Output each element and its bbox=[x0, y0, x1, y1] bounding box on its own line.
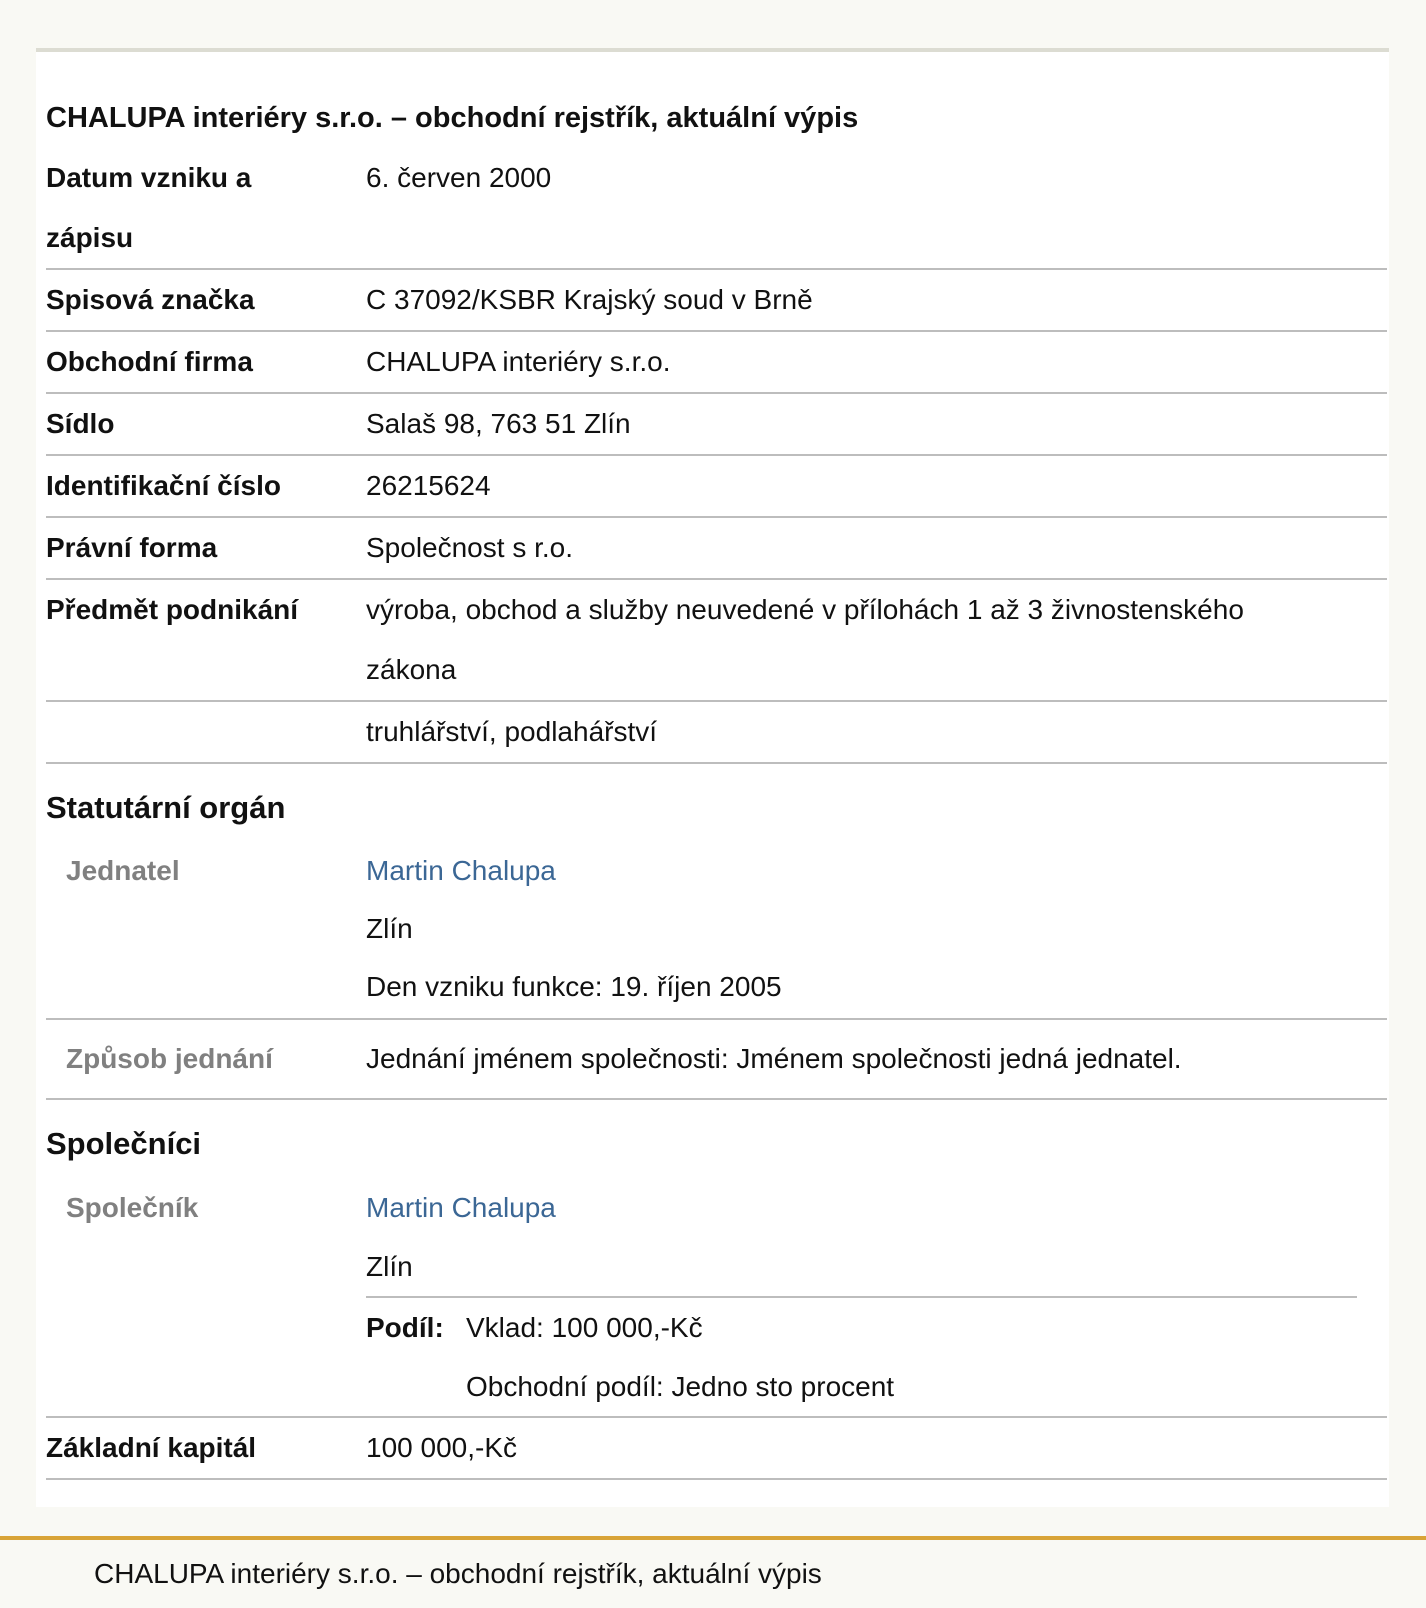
row-partner bbox=[46, 1178, 1387, 1418]
row-capital bbox=[46, 1418, 1387, 1480]
business-label-empty bbox=[46, 702, 366, 762]
page-title: CHALUPA interiéry s.r.o. – obchodní rejstřík, aktuální výpis bbox=[46, 102, 859, 134]
partner-share bbox=[366, 1296, 1357, 1416]
acting-value: Jednání jménem společnosti: Jménem společnosti jedná jednatel. bbox=[366, 1043, 1182, 1074]
row-seat bbox=[46, 394, 1387, 456]
seat-label: Sídlo bbox=[46, 408, 115, 439]
row-business-2 bbox=[46, 702, 1387, 764]
capital-value: 100 000,-Kč bbox=[366, 1432, 517, 1463]
row-company bbox=[46, 332, 1387, 394]
founded-label: Datum vzniku a zápisu bbox=[46, 162, 252, 253]
share-label: Podíl: bbox=[366, 1312, 444, 1343]
partner-name-link[interactable]: Martin Chalupa bbox=[366, 1192, 556, 1223]
partners-heading: Společníci bbox=[46, 1126, 202, 1161]
seat-value: Salaš 98, 763 51 Zlín bbox=[366, 408, 631, 439]
file-no-value: C 37092/KSBR Krajský soud v Brně bbox=[366, 284, 813, 315]
capital-label: Základní kapitál bbox=[46, 1432, 257, 1463]
partner-label: Společník bbox=[66, 1192, 199, 1223]
footer-divider bbox=[0, 1536, 1426, 1540]
business-label: Předmět podnikání bbox=[46, 594, 299, 625]
acting-label: Způsob jednání bbox=[66, 1043, 273, 1074]
company-value: CHALUPA interiéry s.r.o. bbox=[366, 346, 671, 377]
executive-name-link[interactable]: Martin Chalupa bbox=[366, 855, 556, 886]
register-content bbox=[46, 52, 1387, 1480]
row-executive bbox=[46, 842, 1387, 1020]
business-value-2: truhlářství, podlahářství bbox=[366, 716, 658, 747]
footer-text: CHALUPA interiéry s.r.o. – obchodní rejstřík, aktuální výpis bbox=[94, 1558, 822, 1589]
statutory-heading: Statutární orgán bbox=[46, 790, 286, 825]
legal-form-label: Právní forma bbox=[46, 532, 218, 563]
share-details bbox=[466, 1298, 894, 1416]
file-no-label: Spisová značka bbox=[46, 284, 255, 315]
executive-value bbox=[366, 842, 1387, 1016]
founded-value: 6. červen 2000 bbox=[366, 162, 552, 193]
share-deposit: Vklad: 100 000,-Kč bbox=[466, 1312, 703, 1343]
executive-city: Zlín bbox=[366, 913, 413, 944]
legal-form-value: Společnost s r.o. bbox=[366, 532, 574, 563]
partner-value bbox=[366, 1178, 1387, 1416]
id-label: Identifikační číslo bbox=[46, 470, 281, 501]
row-file-no bbox=[46, 270, 1387, 332]
row-acting bbox=[46, 1020, 1387, 1100]
id-value: 26215624 bbox=[366, 470, 491, 501]
register-card bbox=[36, 48, 1389, 1507]
row-business bbox=[46, 580, 1387, 702]
row-founded bbox=[46, 148, 1387, 270]
company-label: Obchodní firma bbox=[46, 346, 253, 377]
partner-city: Zlín bbox=[366, 1251, 413, 1282]
row-legal-form bbox=[46, 518, 1387, 580]
share-percentage: Obchodní podíl: Jedno sto procent bbox=[466, 1371, 895, 1402]
business-value-1: výroba, obchod a služby neuvedené v přílohách 1 až 3 živnostenského zákona bbox=[366, 594, 1244, 685]
row-id bbox=[46, 456, 1387, 518]
executive-label: Jednatel bbox=[66, 855, 180, 886]
executive-since: Den vzniku funkce: 19. říjen 2005 bbox=[366, 971, 782, 1002]
